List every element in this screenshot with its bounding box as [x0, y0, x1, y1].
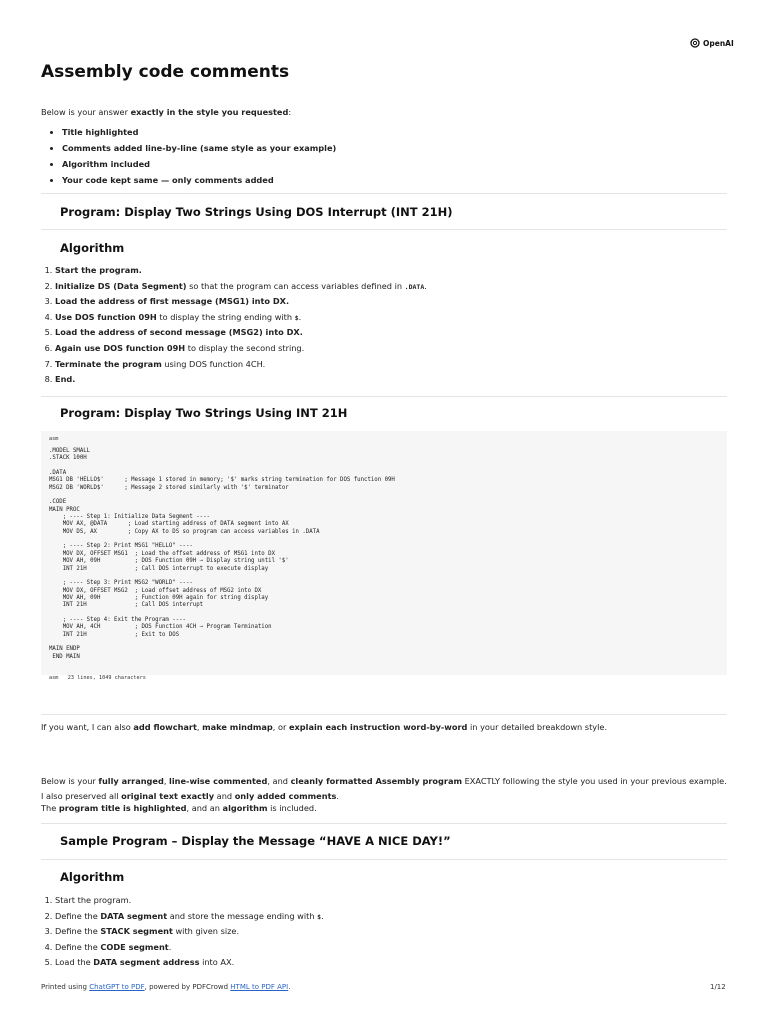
divider: [41, 859, 727, 860]
algorithm-step: 1. Start the program.: [55, 263, 427, 279]
openai-logo: [690, 38, 734, 48]
intro-bold: exactly in the style you requested: [130, 107, 289, 117]
code-stats: asm 23 lines, 1049 characters: [49, 675, 146, 681]
brand-name: OpenAI: [703, 38, 734, 48]
list-item: • Your code kept same — only comments added: [62, 172, 336, 188]
algorithm-heading: Algorithm: [60, 241, 125, 255]
section-heading-int21h: Program: Display Two Strings Using INT 21H: [60, 406, 348, 420]
divider: [41, 396, 727, 397]
intro-text-end: :: [288, 107, 292, 117]
footer: Printed using ChatGPT to PDF, powered by PDFCrowd HTML to PDF API.: [41, 983, 291, 991]
page-number: 1/12: [710, 983, 726, 991]
algorithm-step: 3. Define the STACK segment with given size.: [55, 924, 324, 940]
followup-paragraph: If you want, I can also add flowchart, make mindmap, or explain each instruction word-by-word in your detailed breakdown style.: [41, 722, 608, 732]
algorithm-step: 7. Terminate the program using DOS function 4CH.: [55, 357, 427, 373]
page-title: Assembly code comments: [41, 62, 290, 82]
algorithm-step: 4. Define the CODE segment.: [55, 940, 324, 956]
divider: [41, 823, 727, 824]
feature-list: [41, 124, 336, 188]
algorithm-list-2: [41, 893, 324, 971]
algorithm-step: 6. Again use DOS function 09H to display the second string.: [55, 341, 427, 357]
section-heading-dos-interrupt: Program: Display Two Strings Using DOS Interrupt (INT 21H): [60, 205, 453, 219]
divider: [41, 229, 727, 230]
algorithm-step: 8. End.: [55, 372, 427, 388]
html-to-pdf-api-link[interactable]: HTML to PDF API: [230, 983, 289, 991]
code-language-label: asm: [49, 436, 59, 442]
algorithm-step: 5. Load the DATA segment address into AX.: [55, 955, 324, 971]
algorithm-step: 1. Start the program.: [55, 893, 324, 909]
algorithm-step: 3. Load the address of first message (MSG1) into DX.: [55, 294, 427, 310]
algorithm-step: 5. Load the address of second message (MSG2) into DX.: [55, 325, 427, 341]
algorithm-list: [41, 263, 427, 388]
code-block[interactable]: [41, 431, 727, 675]
algorithm-step: 2. Initialize DS (Data Segment) so that the program can access variables defined in .DATA.: [55, 279, 427, 295]
divider: [41, 193, 727, 194]
chatgpt-to-pdf-link[interactable]: ChatGPT to PDF: [89, 983, 145, 991]
intro2-line1: Below is your fully arranged, line-wise commented, and cleanly formatted Assembly program EXACTLY following the style you used in your previous example.: [41, 776, 727, 786]
list-item: • Comments added line-by-line (same style as your example): [62, 140, 336, 156]
intro-paragraph: [41, 106, 291, 118]
code-content[interactable]: .MODEL SMALL .STACK 100H .DATA MSG1 DB 'HELLO$' ; Message 1 stored in memory; '$' marks string termination for DOS function 09H MSG2 DB 'WORLD$' ; Message 2 stored similarly with '$' terminator .CODE MAIN PROC ; ---- Step 1: Initialize Data Segment ---- MOV AX, @DATA ; Load starting address of DATA segment into AX MOV DS, AX ; Copy AX to DS so program can access variables in .DATA ; ---- Step 2: Print MSG1 "HELLO" ---- MOV DX, OFFSET MSG1 ; Load the offset address of MSG1 into DX MOV AH, 09H ; DOS Function 09H → Display string until '$' INT 21H ; Call DOS interrupt to execute display ; ---- Step 3: Print MSG2 "WORLD" ---- MOV DX, OFFSET MSG2 ; Load offset address of MSG2 into DX MOV AH, 09H ; Function 09H again for string display INT 21H ; Call DOS interrupt ; ---- Step 4: Exit the Program ---- MOV AH, 4CH ; DOS Function 4CH → Program Termination INT 21H ; Exit to DOS MAIN ENDP END MAIN: [49, 448, 395, 660]
algorithm-step: 2. Define the DATA segment and store the message ending with $.: [55, 909, 324, 925]
intro2-line2: I also preserved all original text exactly and only added comments.: [41, 791, 339, 801]
list-item: • Title highlighted: [62, 124, 336, 140]
openai-icon: [690, 38, 700, 48]
divider: [41, 714, 727, 715]
intro2-line3: The program title is highlighted, and an algorithm is included.: [41, 803, 317, 813]
list-item: • Algorithm included: [62, 156, 336, 172]
algorithm-step: 4. Use DOS function 09H to display the string ending with $.: [55, 310, 427, 326]
section-heading-sample-program: Sample Program – Display the Message “HAVE A NICE DAY!”: [60, 834, 451, 848]
algorithm-heading: Algorithm: [60, 870, 125, 884]
intro-text: Below is your answer: [41, 107, 131, 117]
